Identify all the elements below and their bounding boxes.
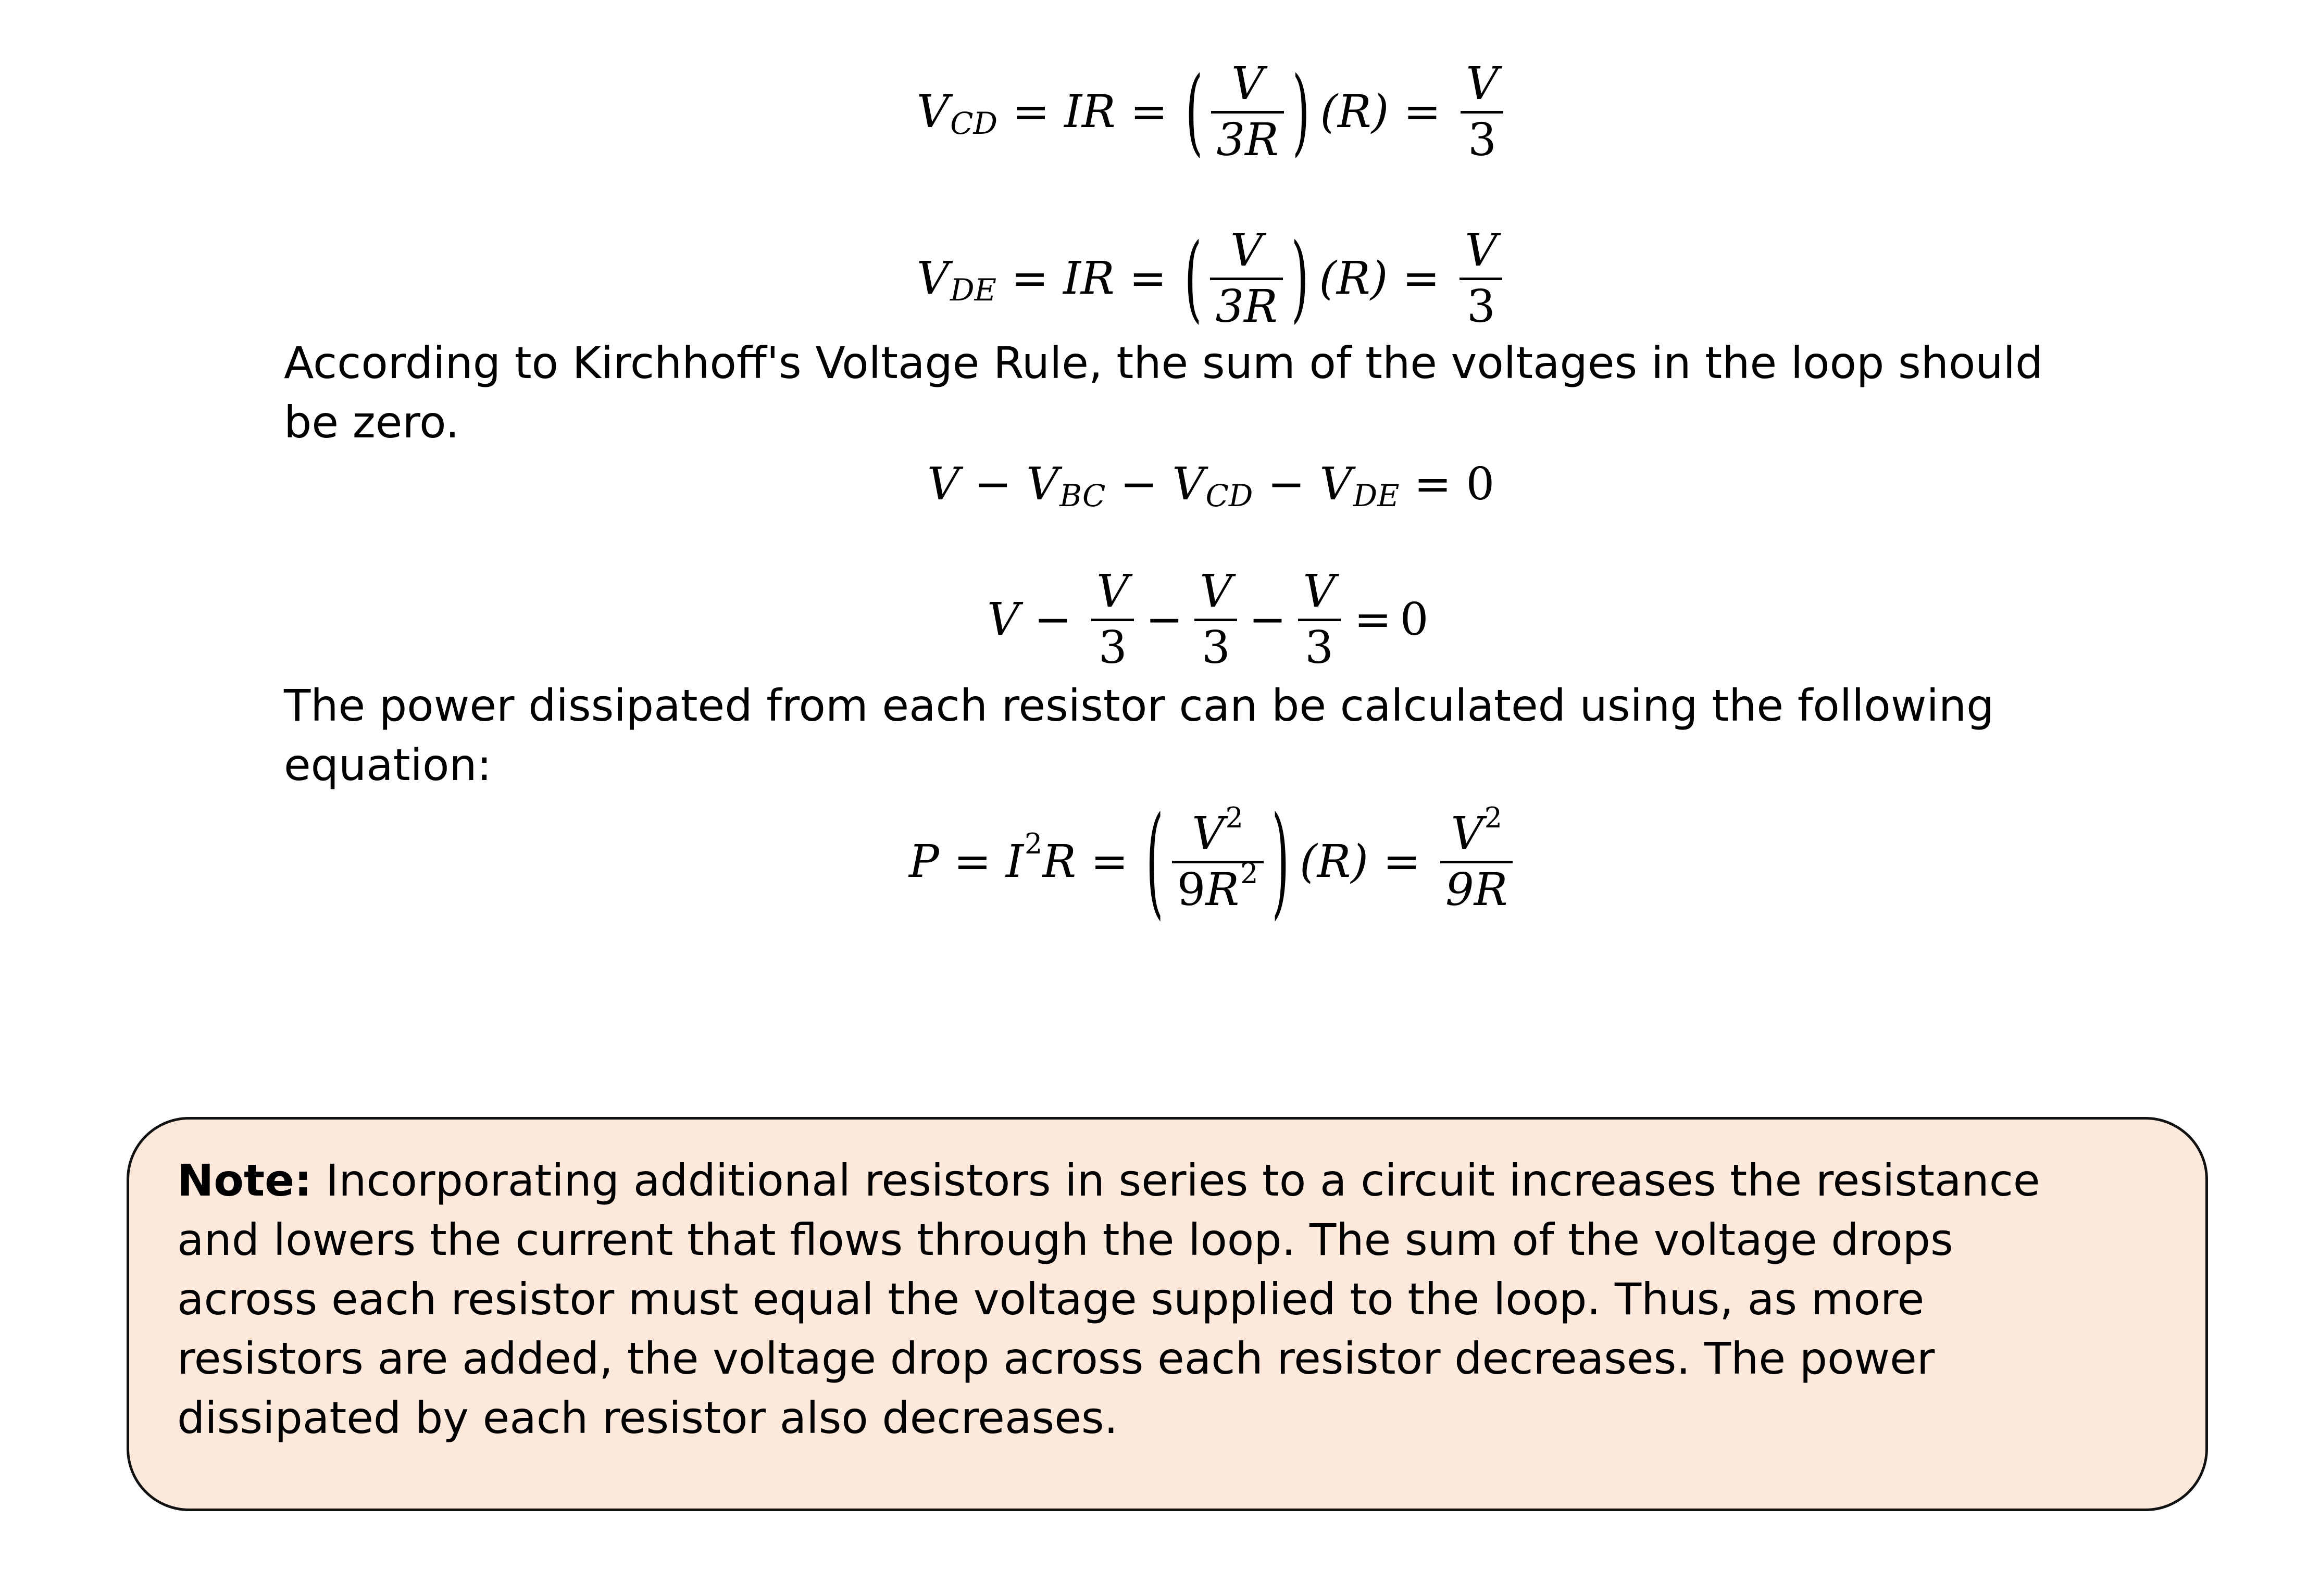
fraction-bar — [1440, 861, 1513, 863]
paragraph-line: The power dissipated from each resistor can be calculated using the following — [284, 680, 1994, 731]
eq1-result — [1461, 60, 1503, 164]
eq1-r: (R) — [1320, 86, 1389, 138]
note-text — [177, 1151, 2040, 1448]
equals-sign: = — [1130, 86, 1168, 138]
note-line-1: Incorporating additional resistors in series to a circuit increases the resistance — [311, 1155, 2040, 1206]
eq3-v: V — [1026, 458, 1059, 510]
eq1-ir: IR — [1064, 86, 1116, 138]
eq4-frac-num: V — [1303, 565, 1336, 618]
note-line — [177, 1151, 2040, 1210]
eq4-fraction — [1194, 565, 1237, 674]
eq3-sub-cd: CD — [1205, 478, 1253, 513]
eq5-num-exp: 2 — [1225, 801, 1243, 834]
eq5-r-paren: (R) — [1300, 836, 1368, 888]
right-paren: ) — [1292, 57, 1310, 167]
eq5-res-var: V — [1451, 808, 1483, 860]
eq4-frac-den: 3 — [1098, 621, 1127, 674]
eq5-i-exp: 2 — [1024, 827, 1043, 860]
eq2-ir: IR — [1063, 253, 1115, 305]
eq1-frac-num: V — [1231, 58, 1264, 110]
equals-sign: = — [953, 836, 991, 888]
eq2-frac-den: 3R — [1215, 280, 1278, 333]
paragraph-line: According to Kirchhoff's Voltage Rule, the sum of the voltages in the loop should — [284, 337, 2043, 388]
eq5-fraction — [1172, 801, 1264, 916]
note-line-3: across each resistor must equal the voltage supplied to the loop. Thus, as more — [177, 1274, 1925, 1325]
eq5-i: I — [1005, 836, 1024, 888]
fraction-bar — [1210, 278, 1282, 280]
eq2-lhs-sub: DE — [950, 272, 996, 308]
eq5-r: R — [1042, 836, 1077, 888]
eq3-sub-de: DE — [1353, 478, 1400, 513]
minus-sign: − — [1120, 458, 1158, 510]
eq5-den-exp: 2 — [1240, 857, 1258, 890]
left-paren: ( — [1185, 57, 1203, 167]
eq4-frac-num: V — [1096, 565, 1129, 618]
eq3-v: V — [1172, 458, 1205, 510]
eq5-res-den: 9R — [1445, 863, 1508, 916]
eq2-res-num: V — [1465, 224, 1498, 277]
eq2-res-den: 3 — [1467, 280, 1495, 333]
paragraph-line: equation: — [284, 739, 492, 790]
fraction-bar — [1298, 619, 1341, 621]
eq1-lhs-sub: CD — [950, 106, 997, 141]
fraction-bar — [1194, 619, 1237, 621]
minus-sign: − — [1034, 594, 1072, 646]
equation-kvl — [927, 453, 1494, 516]
eq5-result — [1440, 801, 1513, 916]
eq4-frac-den: 3 — [1202, 621, 1230, 674]
eq3-v: V — [927, 458, 960, 510]
equals-sign: = — [1382, 836, 1420, 888]
equals-sign: = — [1011, 253, 1049, 305]
eq4-frac-den: 3 — [1305, 621, 1333, 674]
equation-power — [909, 791, 1518, 932]
eq1-lhs-var: V — [917, 86, 950, 138]
eq5-frac-num — [1187, 801, 1248, 860]
left-paren: ( — [1184, 224, 1202, 333]
equals-sign: = — [1414, 458, 1452, 510]
right-paren: ) — [1271, 791, 1290, 932]
equation-vcd — [917, 52, 1508, 172]
note-label: Note: — [177, 1155, 312, 1206]
eq4-frac-num: V — [1200, 565, 1232, 618]
minus-sign: − — [1249, 594, 1287, 646]
paragraph-line: be zero. — [284, 397, 459, 448]
equals-sign: = — [1403, 86, 1441, 138]
kirchhoff-paragraph — [284, 333, 2043, 452]
fraction-bar — [1460, 278, 1502, 280]
eq1-res-num: V — [1466, 58, 1499, 110]
eq5-den-var: R — [1205, 863, 1240, 916]
eq2-r: (R) — [1319, 253, 1388, 305]
eq4-fraction — [1091, 565, 1134, 674]
eq5-frac-den — [1172, 857, 1264, 916]
eq2-lhs-var: V — [917, 253, 950, 305]
eq5-den-coef: 9 — [1177, 863, 1206, 916]
minus-sign: − — [974, 458, 1012, 510]
minus-sign: − — [1267, 458, 1305, 510]
fraction-bar — [1091, 619, 1134, 621]
eq2-frac-num: V — [1230, 224, 1263, 277]
left-paren: ( — [1146, 791, 1164, 932]
eq1-fraction — [1211, 60, 1283, 164]
right-paren: ) — [1291, 224, 1309, 333]
equation-vde — [917, 219, 1507, 338]
equals-sign: = — [1354, 594, 1392, 646]
eq3-zero: 0 — [1466, 458, 1495, 510]
note-line-2: and lowers the current that flows through the loop. The sum of the voltage drops — [177, 1214, 1953, 1265]
fraction-bar — [1211, 111, 1283, 114]
eq5-res-exp: 2 — [1484, 801, 1502, 834]
equals-sign: = — [1129, 253, 1167, 305]
eq2-result — [1460, 224, 1502, 333]
fraction-bar — [1461, 111, 1503, 114]
eq3-sub-bc: BC — [1059, 478, 1106, 513]
eq4-zero: 0 — [1400, 594, 1429, 646]
equals-sign: = — [1091, 836, 1129, 888]
minus-sign: − — [1145, 594, 1183, 646]
eq4-v: V — [987, 594, 1020, 646]
note-line-5: dissipated by each resistor also decreases. — [177, 1392, 1118, 1443]
eq5-num-var: V — [1192, 808, 1225, 860]
eq1-res-den: 3 — [1468, 114, 1496, 166]
eq3-v: V — [1319, 458, 1352, 510]
equation-kvl-fractions — [987, 560, 1428, 680]
power-paragraph — [284, 676, 1994, 795]
eq4-fraction — [1298, 565, 1341, 674]
eq5-res-num — [1446, 801, 1507, 860]
eq1-frac-den: 3R — [1216, 114, 1279, 166]
equals-sign: = — [1402, 253, 1440, 305]
eq5-p: P — [909, 836, 939, 888]
eq2-fraction — [1210, 224, 1282, 333]
equals-sign: = — [1012, 86, 1050, 138]
note-line-4: resistors are added, the voltage drop across each resistor decreases. The power — [177, 1333, 1935, 1384]
